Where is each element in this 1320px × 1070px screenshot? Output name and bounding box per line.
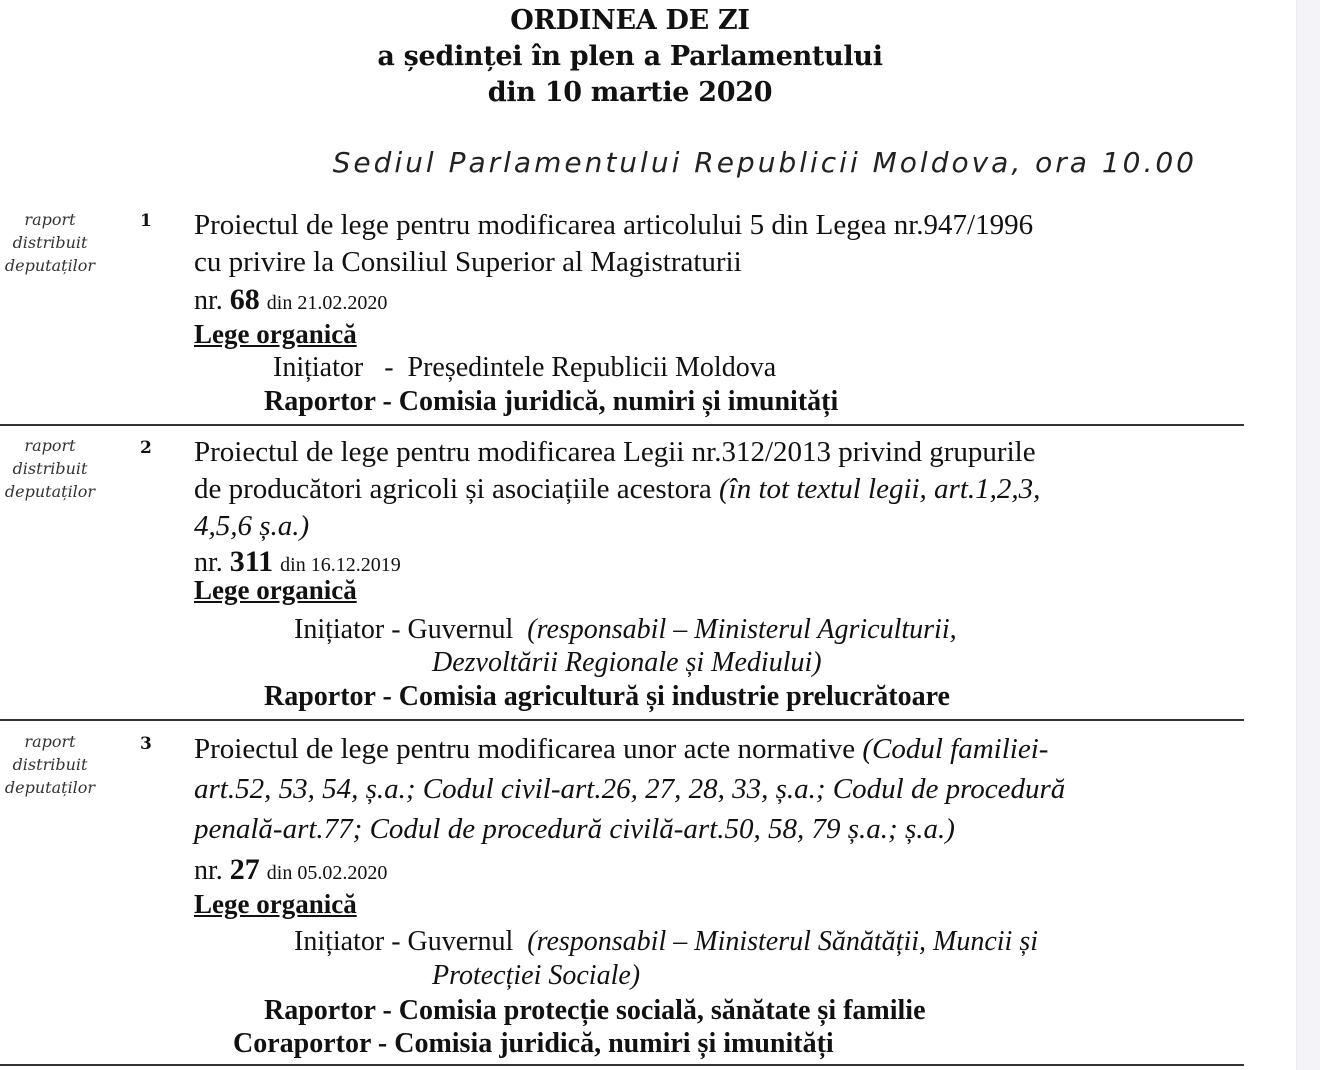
initiator-line-cont xyxy=(432,960,640,992)
side-note xyxy=(0,730,104,799)
nr-date: din 16.12.2019 xyxy=(280,554,401,576)
initiator-value: Președintele Republicii Moldova xyxy=(407,352,777,383)
item-number: 2 xyxy=(140,438,152,458)
item-text-italic: (în tot textul legii, art.1,2,3, xyxy=(719,473,1041,505)
side-note-line: distribuit xyxy=(12,755,88,774)
nr-value: 27 xyxy=(229,853,260,886)
item-text-italic: (Codul familiei- xyxy=(862,733,1049,765)
item-text-line: cu privire la Consiliul Superior al Magistraturii xyxy=(194,246,742,278)
nr-value: 311 xyxy=(229,545,274,578)
document-date: din 10 martie 2020 xyxy=(487,77,773,108)
nr-label: nr. xyxy=(194,855,223,886)
coraportor-line: Coraportor - Comisia juridică, numiri și imunități xyxy=(233,1028,834,1059)
raportor-line: Raportor - Comisia agricultură și industrie prelucrătoare xyxy=(264,681,950,712)
law-type: Lege organică xyxy=(194,889,357,919)
venue-line: Sediul Parlamentului Republicii Moldova, ora 10.00 xyxy=(332,146,1197,179)
law-type: Lege organică xyxy=(194,575,357,605)
raportor-line: Raportor - Comisia protecție socială, sănătate și familie xyxy=(264,995,926,1026)
initiator-responsible: (responsabil – Ministerul Agriculturii, xyxy=(527,614,957,645)
divider xyxy=(0,1064,1244,1066)
initiator-line xyxy=(294,614,957,646)
divider xyxy=(0,719,1244,721)
initiator-label: Inițiator - Guvernul xyxy=(294,614,521,645)
initiator-label: Inițiator - Guvernul xyxy=(294,926,521,957)
item-description xyxy=(194,729,1234,849)
side-note xyxy=(0,208,104,277)
item-text-line: penală-art.77; Codul de procedură civilă-art.50, 58, 79 ș.a.; ș.a.) xyxy=(194,813,955,845)
item-registration xyxy=(194,853,387,887)
item-number: 3 xyxy=(140,734,152,754)
item-text-line: art.52, 53, 54, ș.a.; Codul civil-art.26, 27, 28, 33, ș.a.; Codul de procedură xyxy=(194,773,1066,805)
initiator-label: Inițiator xyxy=(273,352,364,383)
side-note-line: raport xyxy=(24,436,76,455)
item-description xyxy=(194,434,1234,545)
nr-label: nr. xyxy=(194,285,223,316)
item-text-line xyxy=(194,471,1234,508)
initiator-line-cont xyxy=(432,647,822,679)
initiator-responsible-cont: Dezvoltării Regionale și Mediului) xyxy=(432,647,822,678)
side-note-line: distribuit xyxy=(12,459,88,478)
item-text-line: Proiectul de lege pentru modificarea articolului 5 din Legea nr.947/1996 xyxy=(194,209,1034,241)
item-text-plain: Proiectul de lege pentru modificarea unor acte normative xyxy=(194,733,863,765)
item-registration xyxy=(194,545,401,579)
side-note-line: distribuit xyxy=(12,233,88,252)
side-note-line: raport xyxy=(24,210,76,229)
item-description xyxy=(194,207,1234,281)
vertical-scrollbar[interactable] xyxy=(1296,0,1320,1070)
initiator-responsible: (responsabil – Ministerul Sănătății, Muncii și xyxy=(527,926,1039,957)
initiator-line xyxy=(294,926,1038,958)
initiator-dash: - xyxy=(384,352,394,383)
side-note-line: raport xyxy=(24,732,76,751)
item-text-line xyxy=(194,729,1234,769)
side-note-line: deputaților xyxy=(4,256,96,275)
side-note-line: deputaților xyxy=(4,778,96,797)
document-subtitle: a ședinței în plen a Parlamentului xyxy=(377,41,883,72)
nr-label: nr. xyxy=(194,547,223,578)
document-title: ORDINEA DE ZI xyxy=(510,5,750,36)
initiator-responsible-cont: Protecției Sociale) xyxy=(432,960,641,991)
side-note-line: deputaților xyxy=(4,482,96,501)
item-text-plain: de producători agricoli și asociațiile acestora xyxy=(194,473,720,505)
item-text-line: Proiectul de lege pentru modificarea Legii nr.312/2013 privind grupurile xyxy=(194,436,1036,468)
law-type: Lege organică xyxy=(194,319,357,349)
initiator-line xyxy=(273,352,776,384)
nr-value: 68 xyxy=(229,283,260,316)
item-number: 1 xyxy=(140,211,152,231)
nr-date: din 05.02.2020 xyxy=(266,862,388,884)
raportor-line: Raportor - Comisia juridică, numiri și imunități xyxy=(264,386,839,417)
item-registration xyxy=(194,283,387,317)
side-note xyxy=(0,434,104,503)
divider xyxy=(0,424,1244,426)
nr-date: din 21.02.2020 xyxy=(266,292,388,314)
item-text-line: 4,5,6 ș.a.) xyxy=(194,510,310,542)
